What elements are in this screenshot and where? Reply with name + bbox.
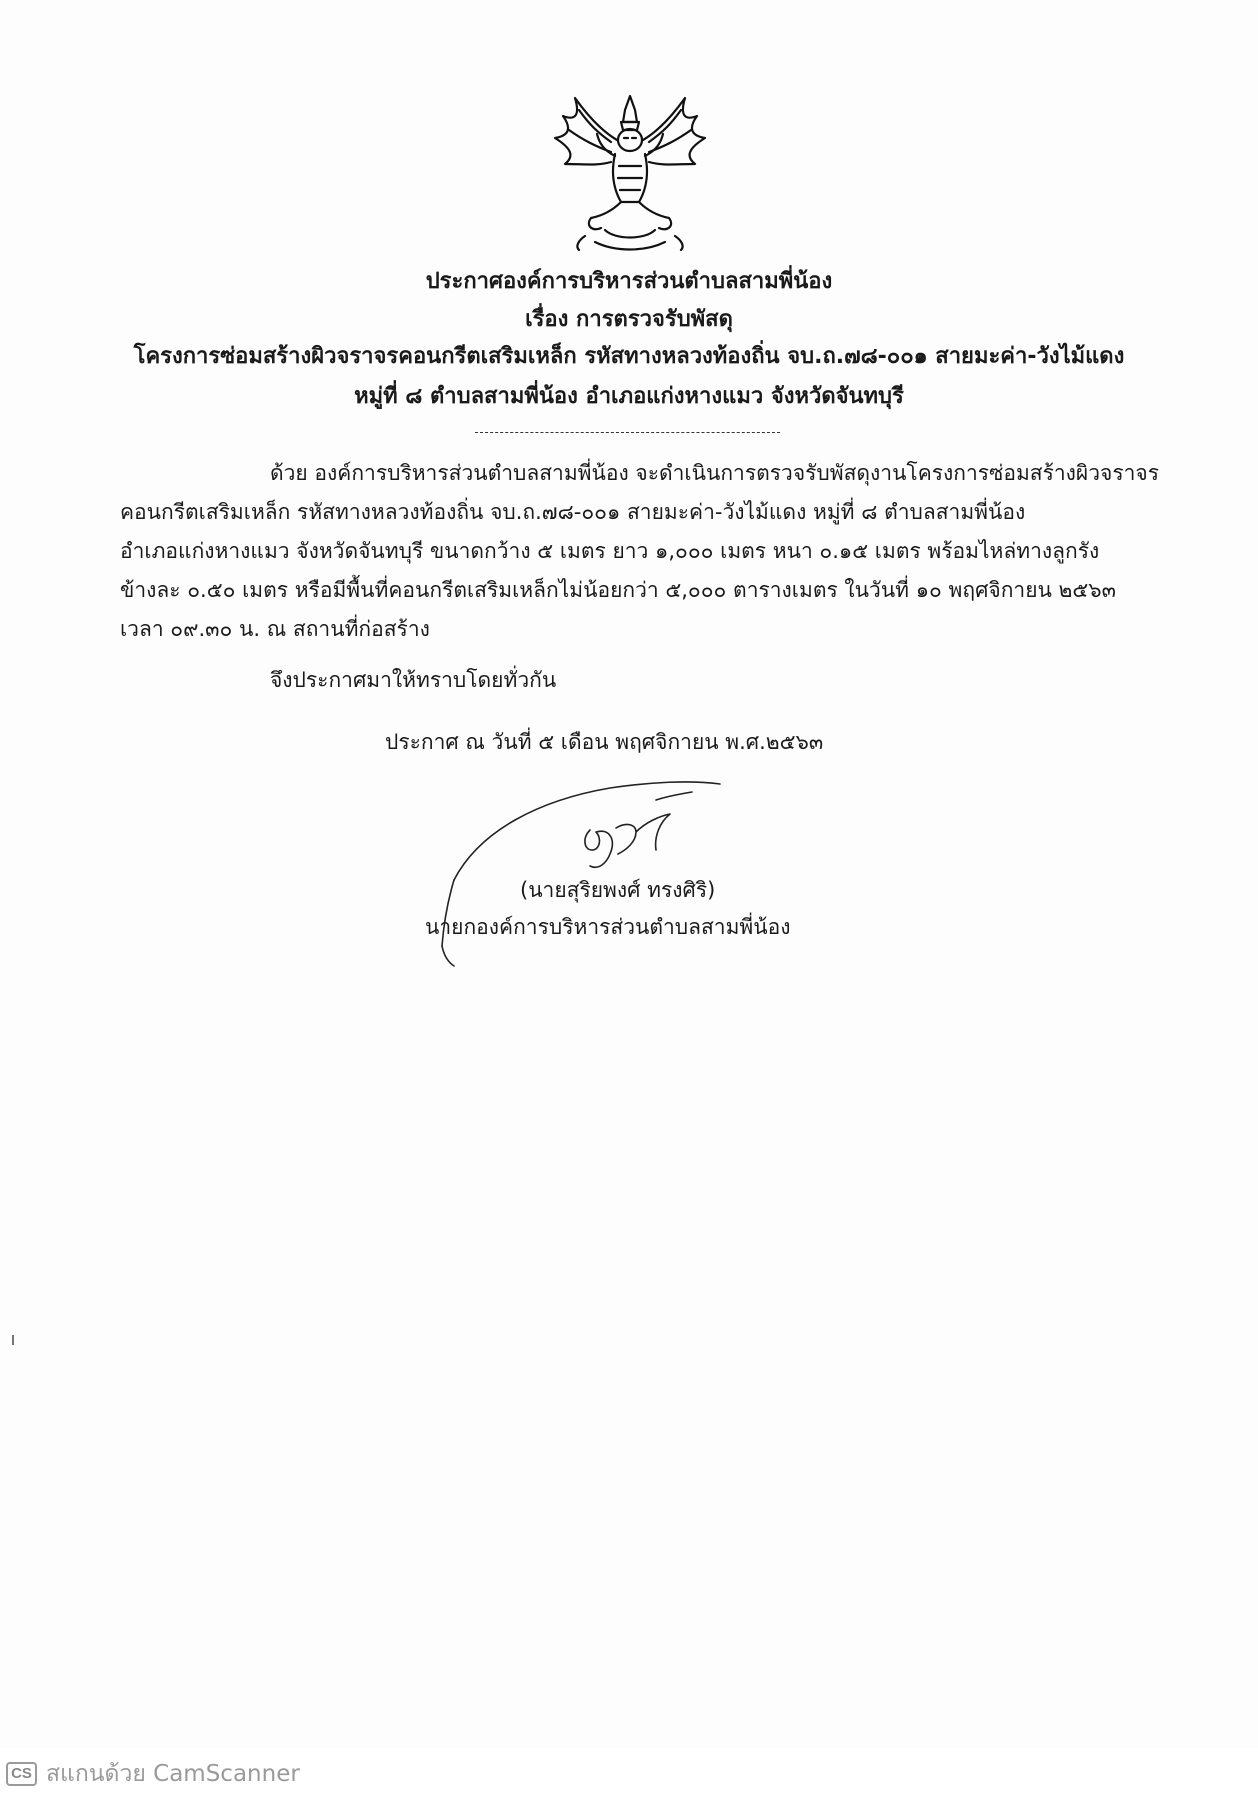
announcement-title: ประกาศองค์การบริหารส่วนตำบลสามพี่น้อง — [425, 269, 833, 294]
announcement-subject: เรื่อง การตรวจรับพัสดุ — [525, 307, 733, 332]
project-name: โครงการซ่อมสร้างผิวจราจรคอนกรีตเสริมเหล็ก รหัสทางหลวงท้องถิ่น จบ.ถ.๗๘-๐๐๑ สายมะค่า-วังไม้แดง — [133, 344, 1125, 369]
scan-edge-mark — [12, 1335, 14, 1345]
scanner-footer — [0, 1748, 1258, 1799]
closing-statement: จึงประกาศมาให้ทราบโดยทั่วกัน — [270, 668, 557, 692]
body-line-5: เวลา ๐๙.๓๐ น. ณ สถานที่ก่อสร้าง — [120, 617, 430, 641]
header-divider — [475, 432, 780, 433]
body-line-1: ด้วย องค์การบริหารส่วนตำบลสามพี่น้อง จะดำเนินการตรวจรับพัสดุงานโครงการซ่อมสร้างผิวจราจร — [270, 461, 1159, 485]
signer-position: นายกองค์การบริหารส่วนตำบลสามพี่น้อง — [425, 915, 791, 939]
body-line-3: อำเภอแก่งหางแมว จังหวัดจันทบุรี ขนาดกว้าง ๕ เมตร ยาว ๑,๐๐๐ เมตร หนา ๐.๑๕ เมตร พร้อมไหล่ทางลูกรัง — [120, 539, 1100, 563]
body-line-2: คอนกรีตเสริมเหล็ก รหัสทางหลวงท้องถิ่น จบ.ถ.๗๘-๐๐๑ สายมะค่า-วังไม้แดง หมู่ที่ ๘ ตำบลสามพี่น้อง — [120, 500, 1026, 524]
scanner-watermark: สแกนด้วย CamScanner — [46, 1761, 300, 1787]
body-line-4: ข้างละ ๐.๕๐ เมตร หรือมีพื้นที่คอนกรีตเสริมเหล็กไม่น้อยกว่า ๕,๐๐๐ ตารางเมตร ในวันที่ ๑๐ พฤศจิกายน ๒๕๖๓ — [120, 578, 1116, 602]
project-location: หมู่ที่ ๘ ตำบลสามพี่น้อง อำเภอแก่งหางแมว จังหวัดจันทบุรี — [354, 384, 904, 409]
garuda-emblem-icon — [545, 90, 715, 255]
camscanner-logo-icon: CS — [6, 1762, 37, 1786]
announcement-date: ประกาศ ณ วันที่ ๕ เดือน พฤศจิกายน พ.ศ.๒๕๖๓ — [385, 730, 824, 754]
signer-name: (นายสุริยพงศ์ ทรงศิริ) — [520, 878, 716, 902]
